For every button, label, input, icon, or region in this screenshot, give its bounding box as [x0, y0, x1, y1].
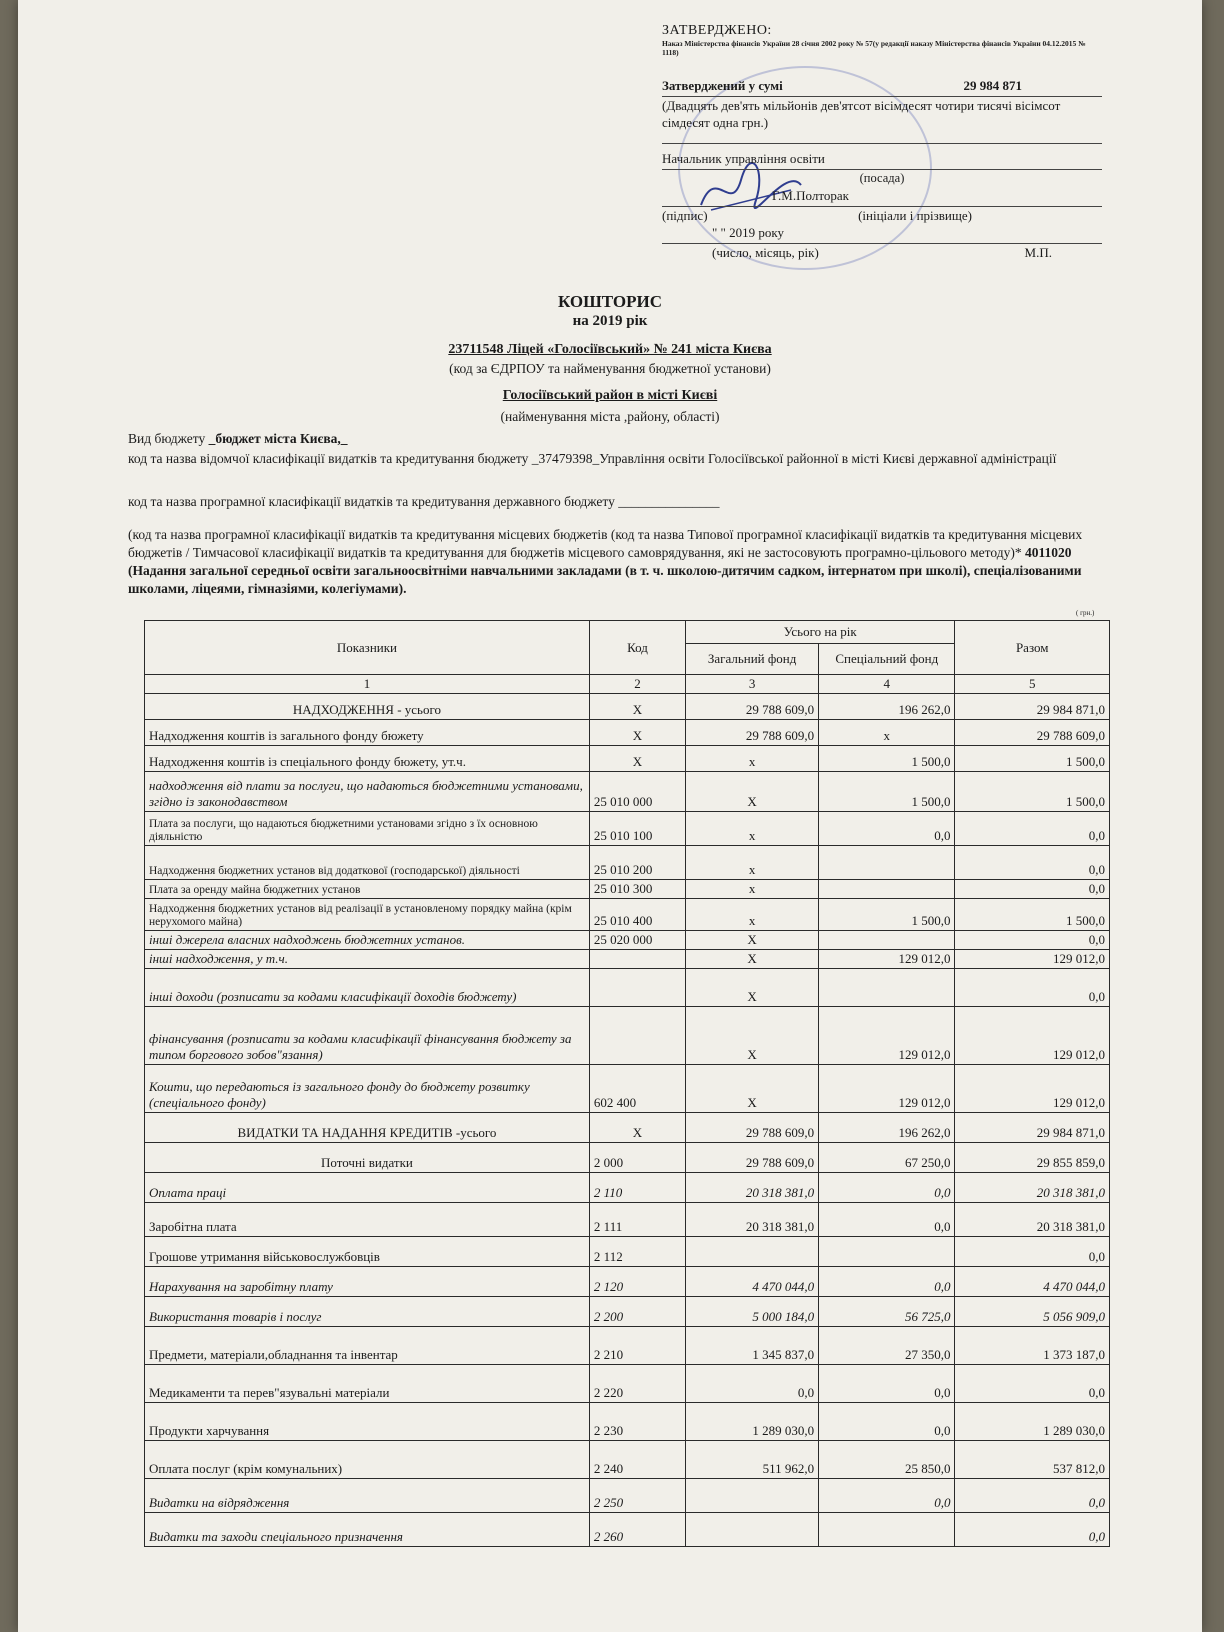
col-number-1: 1	[145, 675, 590, 694]
table-row	[145, 1365, 1110, 1403]
row-special-fund: 129 012,0	[819, 1065, 955, 1113]
approval-sign-hints	[662, 207, 1102, 224]
row-total: 5 056 909,0	[955, 1297, 1110, 1327]
table-row	[145, 899, 1110, 931]
approval-position-hint: (посада)	[859, 171, 905, 185]
row-code: 2 250	[589, 1479, 685, 1513]
row-name: інші надходження, у т.ч.	[145, 950, 590, 969]
document-year: на 2019 рік	[572, 313, 648, 329]
row-general-fund: 29 788 609,0	[686, 1113, 819, 1143]
row-code: 2 240	[589, 1441, 685, 1479]
table-row	[145, 1007, 1110, 1065]
row-code: 25 010 400	[589, 899, 685, 931]
row-total: 1 500,0	[955, 772, 1110, 812]
row-code: 25 010 300	[589, 880, 685, 899]
table-row	[145, 969, 1110, 1007]
row-general-fund: 29 788 609,0	[686, 694, 819, 720]
district-hint: (найменування міста ,району, області)	[500, 409, 720, 424]
table-row	[145, 1203, 1110, 1237]
row-code	[589, 1007, 685, 1065]
row-total: 129 012,0	[955, 1007, 1110, 1065]
row-code: 2 220	[589, 1365, 685, 1403]
header-special-fund: Спеціальний фонд	[819, 644, 955, 675]
row-special-fund	[819, 1513, 955, 1547]
budget-type-value: _бюджет міста Києва,_	[208, 431, 348, 446]
row-general-fund	[686, 1479, 819, 1513]
row-general-fund: Х	[686, 950, 819, 969]
row-code: 2 260	[589, 1513, 685, 1547]
table-row	[145, 1065, 1110, 1113]
row-general-fund: 0,0	[686, 1365, 819, 1403]
row-code: 2 110	[589, 1173, 685, 1203]
row-name: Плата за послуги, що надаються бюджетними установами згідно з їх основною діяльністю	[145, 812, 590, 846]
table-row	[145, 1143, 1110, 1173]
approval-sum-words: (Двадцять дев'ять мільйонів дев'ятсот вісімдесят чотири тисячі вісімсот сімдесят одна грн.)	[662, 98, 1061, 130]
col-number-5: 5	[955, 675, 1110, 694]
header-indicators: Показники	[145, 621, 590, 675]
approval-initials-hint: (ініціали і прізвище)	[858, 208, 972, 223]
row-special-fund: 0,0	[819, 1203, 955, 1237]
row-name: Кошти, що передаються із загального фонду до бюджету розвитку (спеціального фонду)	[145, 1065, 590, 1113]
row-name: інші доходи (розписати за кодами класифікації доходів бюджету)	[145, 969, 590, 1007]
header-general-fund: Загальний фонд	[686, 644, 819, 675]
row-total: 1 500,0	[955, 746, 1110, 772]
row-name: Оплата праці	[145, 1173, 590, 1203]
table-row	[145, 812, 1110, 846]
row-special-fund: 196 262,0	[819, 1113, 955, 1143]
table-row	[145, 1173, 1110, 1203]
row-total: 537 812,0	[955, 1441, 1110, 1479]
row-name: Надходження бюджетних установ від додаткової (господарської) діяльності	[145, 846, 590, 880]
table-row	[145, 1267, 1110, 1297]
row-special-fund: 25 850,0	[819, 1441, 955, 1479]
row-name: Плата за оренду майна бюджетних установ	[145, 880, 590, 899]
row-general-fund: Х	[686, 772, 819, 812]
approval-sum-value: 29 984 871	[963, 78, 1022, 93]
district-name: Голосіївський район в місті Києві	[502, 388, 718, 403]
row-total: 129 012,0	[955, 1065, 1110, 1113]
row-general-fund: х	[686, 899, 819, 931]
row-code: 2 120	[589, 1267, 685, 1297]
row-general-fund	[686, 1513, 819, 1547]
row-name: ВИДАТКИ ТА НАДАННЯ КРЕДИТІВ -усього	[145, 1113, 590, 1143]
approval-sum-label: Затверджений у сумі	[662, 78, 783, 93]
row-general-fund: Х	[686, 1007, 819, 1065]
row-total: 0,0	[955, 880, 1110, 899]
row-special-fund: 0,0	[819, 1267, 955, 1297]
program-classification: код та назва програмної класифікації видатків та кредитування державного бюджету _______________	[128, 494, 720, 509]
row-total: 20 318 381,0	[955, 1173, 1110, 1203]
row-code: Х	[589, 1113, 685, 1143]
row-total: 29 855 859,0	[955, 1143, 1110, 1173]
institution-name: 23711548 Ліцей «Голосіївський» № 241 міста Києва	[448, 342, 772, 357]
row-code: 25 010 200	[589, 846, 685, 880]
row-total: 0,0	[955, 1365, 1110, 1403]
table-row	[145, 720, 1110, 746]
table-row	[145, 772, 1110, 812]
local-classification-code: 4011020 (Надання загальної середньої освіти загальноосвітніми навчальними закладами (в т. ч. школою-дитячим садком, інтернатом при школі), спеціалізованими школами, ліцеями, гімназіями, колегіумами).	[128, 545, 1082, 596]
row-name: Продукти харчування	[145, 1403, 590, 1441]
header-code: Код	[589, 621, 685, 675]
row-code: 2 200	[589, 1297, 685, 1327]
approval-seal: М.П.	[1024, 245, 1052, 260]
row-special-fund: 56 725,0	[819, 1297, 955, 1327]
row-code: Х	[589, 694, 685, 720]
budget-table-body	[145, 694, 1110, 1547]
document-sheet	[18, 0, 1202, 1632]
table-row	[145, 931, 1110, 950]
col-number-3: 3	[686, 675, 819, 694]
row-name: Предмети, матеріали,обладнання та інвентар	[145, 1327, 590, 1365]
row-special-fund: 196 262,0	[819, 694, 955, 720]
row-general-fund: х	[686, 746, 819, 772]
row-name: надходження від плати за послуги, що надаються бюджетними установами, згідно із законодавством	[145, 772, 590, 812]
row-name: Медикаменти та перев"язувальні матеріали	[145, 1365, 590, 1403]
row-general-fund: 1 345 837,0	[686, 1327, 819, 1365]
row-code: 25 020 000	[589, 931, 685, 950]
row-name: Поточні видатки	[145, 1143, 590, 1173]
approval-date: " " 2019 року	[712, 225, 784, 240]
row-total: 29 984 871,0	[955, 1113, 1110, 1143]
row-total: 0,0	[955, 1479, 1110, 1513]
row-general-fund: 29 788 609,0	[686, 720, 819, 746]
dept-classification: код та назва відомчої класифікації видатків та кредитування бюджету _37479398_Управління освіти Голосіївської районної в місті Києві державної адміністрації	[128, 451, 1057, 466]
table-row	[145, 1441, 1110, 1479]
row-name: НАДХОДЖЕННЯ - усього	[145, 694, 590, 720]
row-code: 2 210	[589, 1327, 685, 1365]
row-code: Х	[589, 746, 685, 772]
row-general-fund: 4 470 044,0	[686, 1267, 819, 1297]
table-row	[145, 1479, 1110, 1513]
row-general-fund: 5 000 184,0	[686, 1297, 819, 1327]
row-general-fund	[686, 1237, 819, 1267]
approval-date-hint: (число, місяць, рік)	[712, 245, 819, 260]
table-row	[145, 880, 1110, 899]
row-general-fund: х	[686, 846, 819, 880]
row-code: 2 000	[589, 1143, 685, 1173]
row-total: 29 984 871,0	[955, 694, 1110, 720]
row-code: 2 230	[589, 1403, 685, 1441]
row-code: 2 112	[589, 1237, 685, 1267]
row-total: 20 318 381,0	[955, 1203, 1110, 1237]
table-row	[145, 746, 1110, 772]
budget-type-label: Вид бюджету	[128, 431, 206, 446]
row-name: Надходження бюджетних установ від реалізації в установленому порядку майна (крім нерухомого майна)	[145, 899, 590, 931]
row-special-fund	[819, 846, 955, 880]
row-total: 0,0	[955, 931, 1110, 950]
approval-sign-hint: (підпис)	[662, 208, 708, 223]
row-general-fund: 20 318 381,0	[686, 1203, 819, 1237]
row-special-fund	[819, 880, 955, 899]
row-total: 1 373 187,0	[955, 1327, 1110, 1365]
table-row	[145, 1403, 1110, 1441]
table-row	[145, 1513, 1110, 1547]
approval-position: Начальник управління освіти	[662, 151, 825, 166]
row-total: 4 470 044,0	[955, 1267, 1110, 1297]
row-general-fund: 20 318 381,0	[686, 1173, 819, 1203]
row-name: Надходження коштів із загального фонду бюжету	[145, 720, 590, 746]
table-row	[145, 1297, 1110, 1327]
local-classification	[128, 526, 1128, 598]
row-name: фінансування (розписати за кодами класифікації фінансування бюджету за типом боргового зобов"язання)	[145, 1007, 590, 1065]
document-title: КОШТОРИС	[557, 292, 663, 311]
row-special-fund: 0,0	[819, 1173, 955, 1203]
row-special-fund	[819, 931, 955, 950]
table-row	[145, 694, 1110, 720]
header-total-year: Усього на рік	[686, 621, 955, 644]
approval-sum-row	[662, 77, 1102, 94]
row-name: Видатки та заходи спеціального призначення	[145, 1513, 590, 1547]
table-row	[145, 950, 1110, 969]
row-special-fund: 1 500,0	[819, 899, 955, 931]
row-special-fund: 0,0	[819, 1479, 955, 1513]
row-name: інші джерела власних надходжень бюджетних установ.	[145, 931, 590, 950]
budget-type	[128, 430, 1128, 448]
row-general-fund: Х	[686, 969, 819, 1007]
row-special-fund: 0,0	[819, 812, 955, 846]
approval-order-note: Наказ Міністерства фінансів України 28 січня 2002 року № 57(у редакції наказу Міністерства фінансів України 04.12.2015 № 1118)	[662, 39, 1086, 57]
approval-date-hints	[662, 244, 1102, 261]
row-special-fund: 67 250,0	[819, 1143, 955, 1173]
row-total: 0,0	[955, 846, 1110, 880]
row-general-fund: 1 289 030,0	[686, 1403, 819, 1441]
row-code: Х	[589, 720, 685, 746]
table-row	[145, 1327, 1110, 1365]
row-total: 0,0	[955, 812, 1110, 846]
row-name: Використання товарів і послуг	[145, 1297, 590, 1327]
row-code: 602 400	[589, 1065, 685, 1113]
row-total: 1 289 030,0	[955, 1403, 1110, 1441]
row-special-fund: 0,0	[819, 1403, 955, 1441]
row-general-fund: х	[686, 812, 819, 846]
header-sum: Разом	[955, 621, 1110, 675]
row-code: 2 111	[589, 1203, 685, 1237]
row-name: Нарахування на заробітну плату	[145, 1267, 590, 1297]
row-special-fund: 129 012,0	[819, 1007, 955, 1065]
row-general-fund: 511 962,0	[686, 1441, 819, 1479]
row-total: 129 012,0	[955, 950, 1110, 969]
row-code	[589, 950, 685, 969]
row-name: Грошове утримання військовослужбовців	[145, 1237, 590, 1267]
row-special-fund: 27 350,0	[819, 1327, 955, 1365]
budget-table	[144, 620, 1110, 1547]
currency-unit: ( грн.)	[1076, 609, 1095, 617]
table-row	[145, 1237, 1110, 1267]
row-name: Заробітна плата	[145, 1203, 590, 1237]
approval-block	[662, 22, 1102, 261]
row-general-fund: Х	[686, 931, 819, 950]
row-special-fund: 129 012,0	[819, 950, 955, 969]
approval-heading: ЗАТВЕРДЖЕНО:	[662, 23, 772, 38]
row-total: 0,0	[955, 969, 1110, 1007]
row-general-fund: х	[686, 880, 819, 899]
row-total: 29 788 609,0	[955, 720, 1110, 746]
row-code: 25 010 000	[589, 772, 685, 812]
institution-hint: (код за ЄДРПОУ та найменування бюджетної установи)	[449, 361, 771, 376]
row-general-fund: Х	[686, 1065, 819, 1113]
local-classification-text: (код та назва програмної класифікації видатків та кредитування місцевих бюджетів (код та назва Типової програмної класифікації видатків та кредитування місцевих бюджетів / Тимчасової класифікації видатків та кредитування для бюджетів місцевого самоврядування, які не застосовують програмно-цільового методу)*	[128, 527, 1083, 560]
row-special-fund: 0,0	[819, 1365, 955, 1403]
row-special-fund	[819, 1237, 955, 1267]
row-special-fund: 1 500,0	[819, 746, 955, 772]
approval-name: Г.М.Полторак	[772, 188, 849, 203]
row-total: 1 500,0	[955, 899, 1110, 931]
row-special-fund: 1 500,0	[819, 772, 955, 812]
row-name: Видатки на відрядження	[145, 1479, 590, 1513]
row-name: Надходження коштів із спеціального фонду бюжету, ут.ч.	[145, 746, 590, 772]
row-code	[589, 969, 685, 1007]
row-total: 0,0	[955, 1513, 1110, 1547]
table-row	[145, 846, 1110, 880]
row-special-fund	[819, 969, 955, 1007]
row-name: Оплата послуг (крім комунальних)	[145, 1441, 590, 1479]
table-row	[145, 1113, 1110, 1143]
row-code: 25 010 100	[589, 812, 685, 846]
col-number-4: 4	[819, 675, 955, 694]
row-total: 0,0	[955, 1237, 1110, 1267]
col-number-2: 2	[589, 675, 685, 694]
row-general-fund: 29 788 609,0	[686, 1143, 819, 1173]
row-special-fund: х	[819, 720, 955, 746]
